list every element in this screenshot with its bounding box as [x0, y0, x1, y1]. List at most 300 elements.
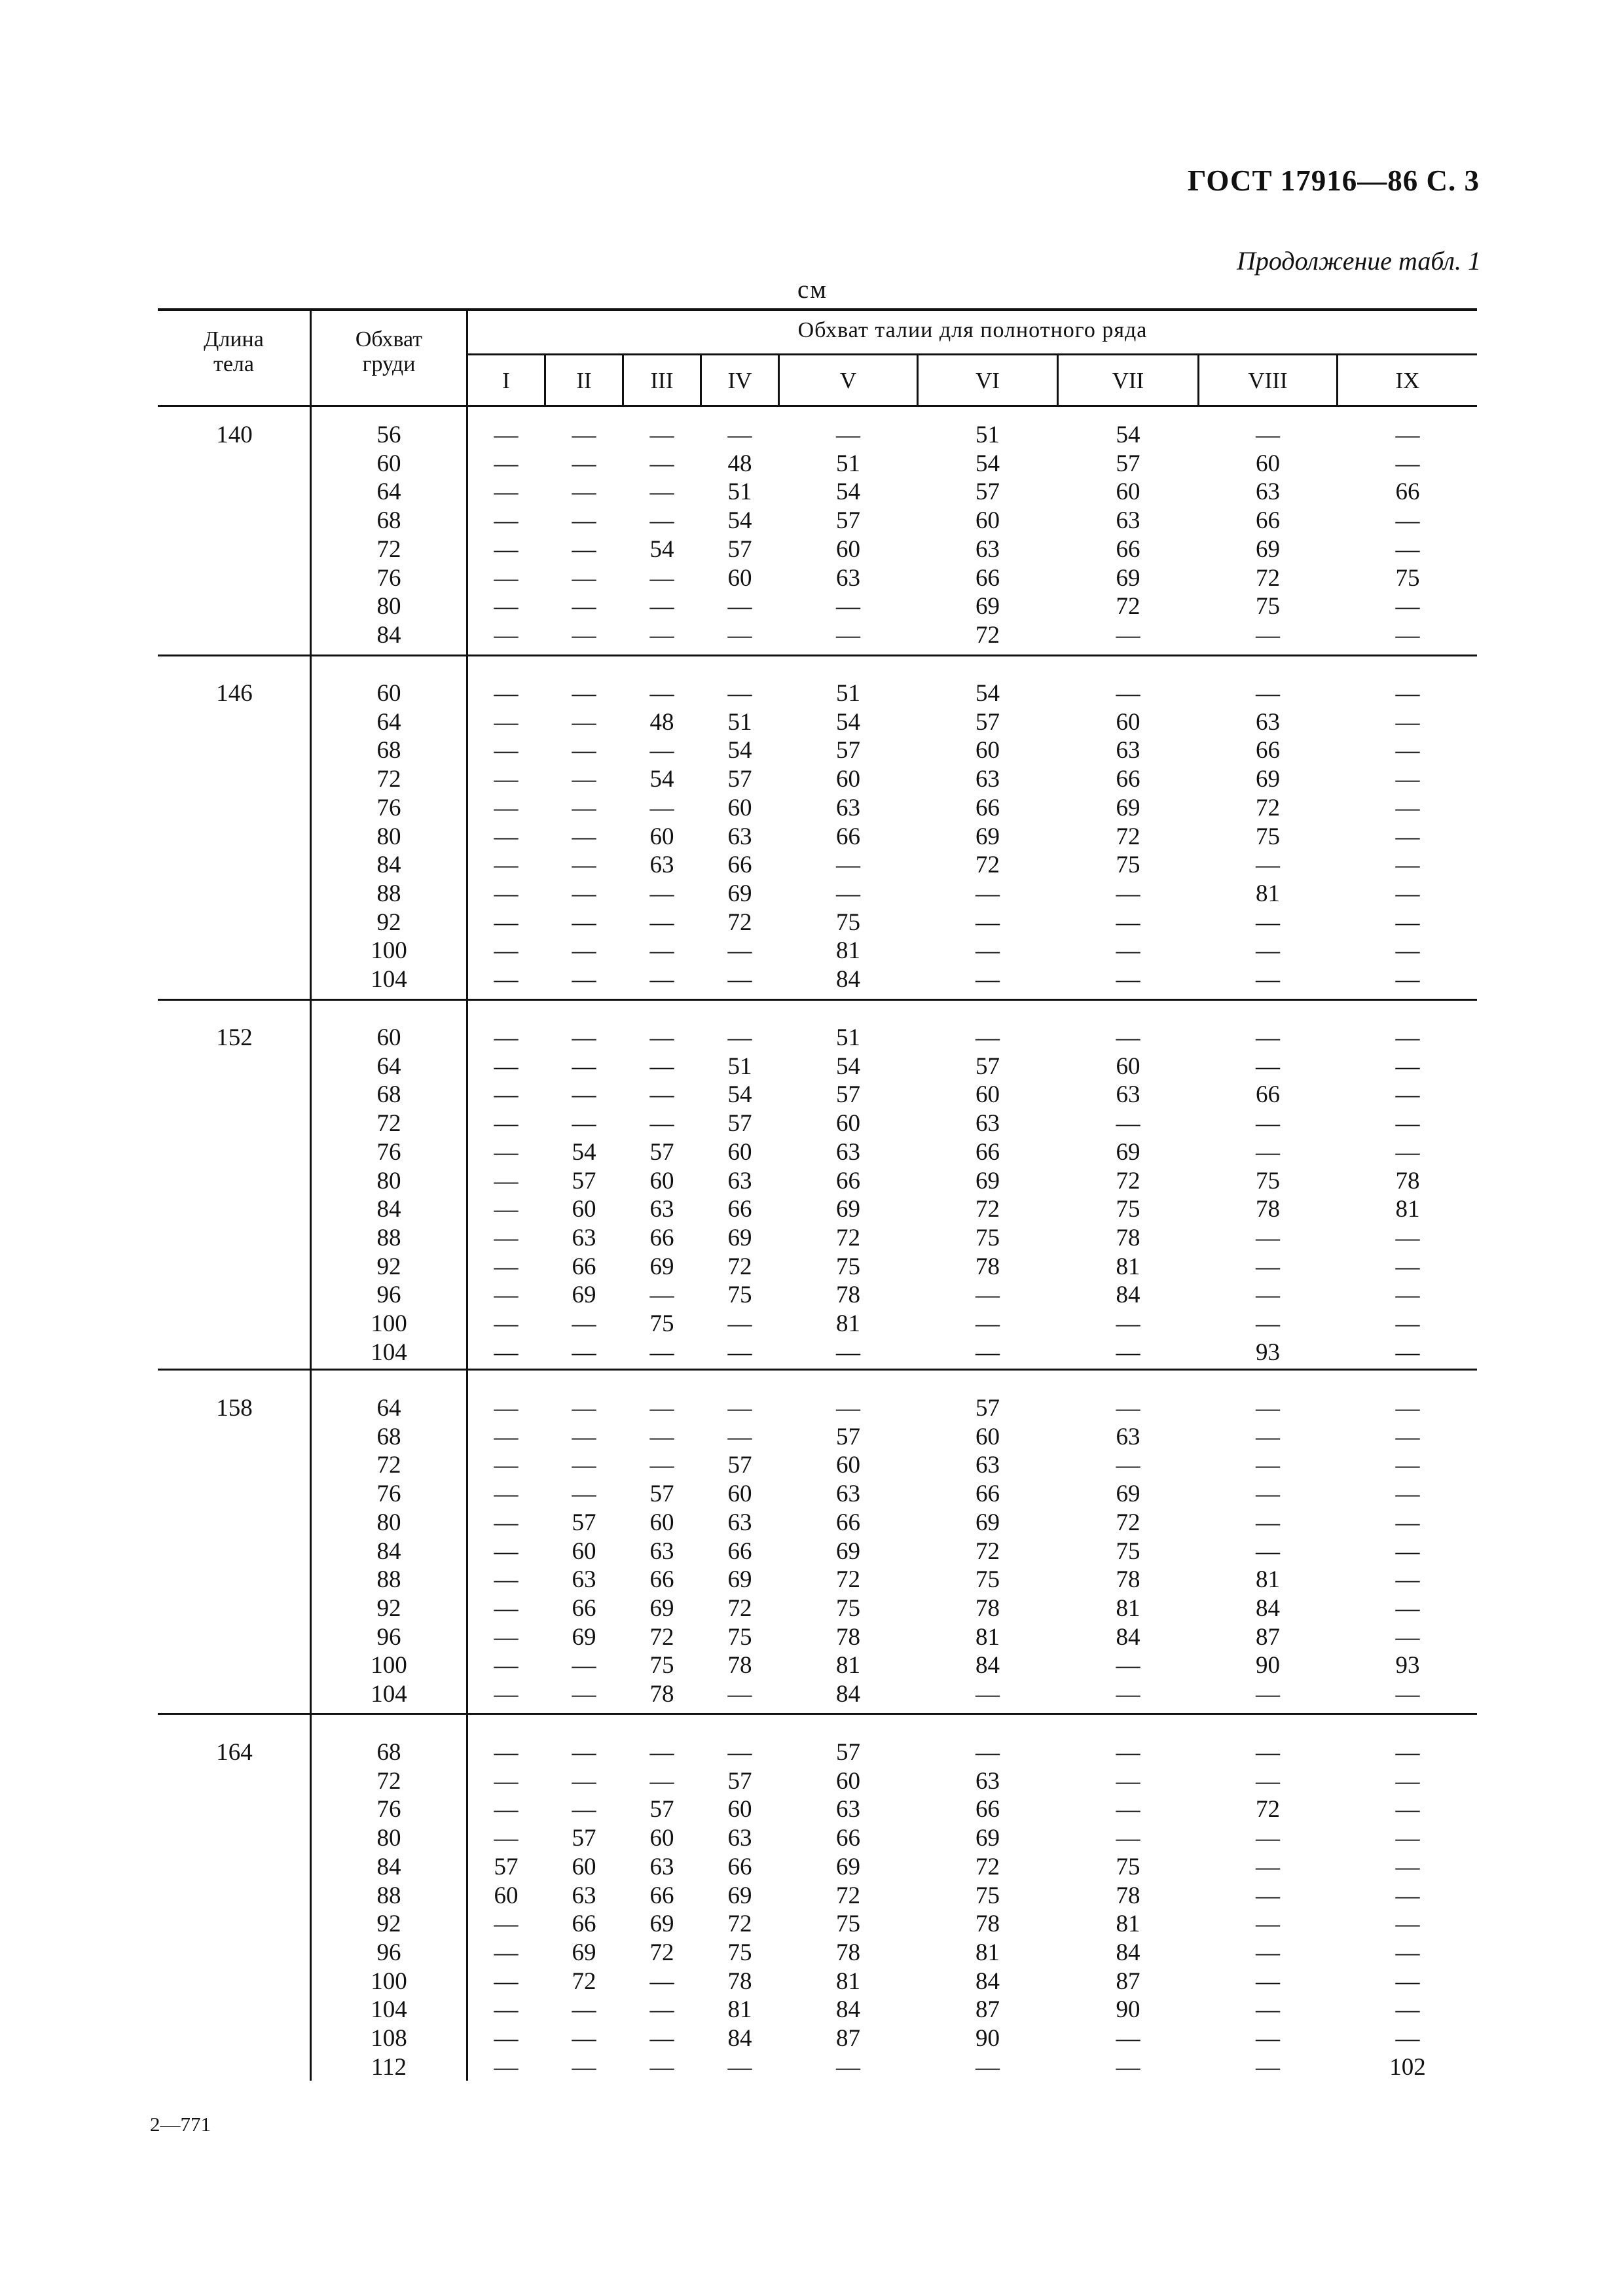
waist-cell: 75: [836, 1253, 860, 1280]
waist-cell: 90: [1116, 1996, 1140, 2024]
waist-cell: 63: [572, 1224, 596, 1251]
waist-cell: —: [649, 794, 674, 821]
chest-cell: 84: [376, 621, 401, 649]
waist-cell: 63: [836, 564, 860, 592]
waist-cell: —: [1256, 1138, 1280, 1166]
waist-cell: 69: [649, 1594, 674, 1622]
column-header-body-length: [158, 327, 310, 377]
waist-cell: —: [1395, 1939, 1420, 1966]
waist-cell: —: [1116, 1652, 1140, 1679]
waist-cell: 63: [836, 1480, 860, 1508]
waist-cell: —: [494, 937, 519, 965]
waist-cell: —: [572, 1767, 596, 1795]
waist-cell: 72: [976, 1196, 1000, 1223]
waist-cell: 63: [1116, 737, 1140, 764]
waist-cell: 75: [976, 1566, 1000, 1594]
waist-cell: —: [1395, 880, 1420, 907]
waist-cell: —: [494, 621, 519, 649]
waist-cell: —: [727, 621, 752, 649]
chest-cell: 108: [371, 2025, 407, 2052]
waist-cell: —: [1256, 1767, 1280, 1795]
waist-cell: —: [976, 880, 1000, 907]
chest-cell: 68: [376, 737, 401, 764]
waist-cell: —: [1395, 1282, 1420, 1309]
waist-cell: —: [1395, 1081, 1420, 1109]
waist-cell: 51: [727, 708, 752, 736]
waist-cell: —: [494, 1024, 519, 1051]
waist-cell: —: [572, 1452, 596, 1479]
waist-cell: —: [1256, 1253, 1280, 1280]
chest-cell: 76: [376, 1796, 401, 1823]
chest-cell: 112: [371, 2053, 407, 2081]
waist-cell: 60: [976, 737, 1000, 764]
waist-cell: —: [649, 450, 674, 477]
waist-cell: —: [1256, 2053, 1280, 2081]
column-header-VI: VI: [976, 368, 1000, 393]
column-header-VIII: VIII: [1248, 368, 1288, 393]
waist-cell: 63: [649, 1537, 674, 1565]
unit-label: см: [797, 276, 828, 304]
waist-cell: —: [1395, 908, 1420, 936]
waist-cell: 54: [572, 1138, 596, 1166]
waist-cell: —: [649, 1967, 674, 1995]
waist-cell: 60: [836, 535, 860, 563]
waist-cell: 63: [836, 1796, 860, 1823]
waist-cell: —: [494, 593, 519, 620]
waist-cell: 60: [649, 1825, 674, 1852]
waist-cell: —: [494, 1253, 519, 1280]
waist-cell: —: [572, 1480, 596, 1508]
waist-cell: —: [1395, 794, 1420, 821]
waist-cell: 84: [727, 2025, 752, 2052]
waist-cell: —: [494, 1081, 519, 1109]
waist-cell: —: [572, 908, 596, 936]
waist-cell: 60: [1256, 450, 1280, 477]
waist-cell: 81: [727, 1996, 752, 2024]
waist-cell: —: [1395, 1224, 1420, 1251]
waist-cell: —: [1256, 1853, 1280, 1880]
waist-cell: —: [1395, 1509, 1420, 1536]
waist-cell: 81: [836, 1967, 860, 1995]
waist-cell: 57: [976, 1395, 1000, 1422]
waist-cell: —: [1395, 1853, 1420, 1880]
waist-cell: —: [1395, 1310, 1420, 1337]
waist-cell: 66: [836, 1509, 860, 1536]
waist-cell: —: [572, 737, 596, 764]
waist-cell: 60: [727, 564, 752, 592]
waist-cell: 72: [727, 1253, 752, 1280]
waist-cell: —: [727, 937, 752, 965]
waist-cell: 78: [1256, 1196, 1280, 1223]
waist-cell: —: [1116, 1310, 1140, 1337]
chest-cell: 80: [376, 1825, 401, 1852]
waist-cell: 75: [836, 1910, 860, 1938]
waist-cell: 69: [727, 1224, 752, 1251]
waist-cell: 66: [1256, 737, 1280, 764]
waist-cell: —: [1256, 1739, 1280, 1766]
chest-cell: 80: [376, 823, 401, 850]
waist-cell: 63: [976, 766, 1000, 793]
waist-cell: 66: [649, 1566, 674, 1594]
waist-cell: —: [494, 507, 519, 535]
document-title: ГОСТ 17916—86 С. 3: [1187, 164, 1480, 197]
waist-cell: —: [649, 1767, 674, 1795]
waist-cell: 63: [649, 852, 674, 879]
waist-cell: 63: [976, 535, 1000, 563]
waist-cell: 57: [836, 507, 860, 535]
chest-cell: 76: [376, 1480, 401, 1508]
chest-cell: 104: [371, 1996, 407, 2024]
chest-cell: 72: [376, 535, 401, 563]
waist-cell: 60: [836, 1452, 860, 1479]
waist-cell: —: [1116, 1767, 1140, 1795]
waist-cell: —: [1395, 1825, 1420, 1852]
chest-cell: 84: [376, 1537, 401, 1565]
group-separator-rule: [158, 1369, 1477, 1371]
waist-cell: —: [836, 2053, 860, 2081]
waist-cell: 57: [572, 1167, 596, 1194]
waist-cell: 63: [1116, 1423, 1140, 1450]
waist-cell: 78: [836, 1939, 860, 1966]
waist-cell: 81: [976, 1939, 1000, 1966]
body-length-cell: 146: [216, 680, 253, 707]
waist-cell: 75: [836, 1594, 860, 1622]
waist-cell: 78: [1116, 1224, 1140, 1251]
waist-cell: —: [572, 1024, 596, 1051]
waist-cell: —: [727, 680, 752, 707]
chest-cell: 68: [376, 507, 401, 535]
waist-cell: —: [1256, 1282, 1280, 1309]
waist-cell: 63: [1116, 1081, 1140, 1109]
waist-cell: 81: [836, 937, 860, 965]
waist-cell: —: [572, 535, 596, 563]
column-header-IX: IX: [1395, 368, 1420, 393]
waist-cell: —: [494, 1052, 519, 1080]
waist-cell: 69: [1116, 1480, 1140, 1508]
chest-cell: 72: [376, 1110, 401, 1138]
waist-cell: —: [1116, 2053, 1140, 2081]
chest-cell: 80: [376, 593, 401, 620]
waist-cell: 72: [727, 1594, 752, 1622]
waist-cell: —: [649, 1739, 674, 1766]
waist-cell: —: [1256, 680, 1280, 707]
waist-cell: 75: [836, 908, 860, 936]
waist-cell: —: [572, 1110, 596, 1138]
waist-cell: —: [1256, 1110, 1280, 1138]
waist-cell: 72: [649, 1939, 674, 1966]
waist-cell: 54: [836, 708, 860, 736]
waist-cell: 84: [836, 1681, 860, 1708]
waist-cell: 75: [1116, 1537, 1140, 1565]
body-length-cell: 140: [216, 422, 253, 448]
waist-cell: —: [572, 823, 596, 850]
waist-cell: 72: [836, 1566, 860, 1594]
waist-cell: 63: [727, 1167, 752, 1194]
waist-cell: —: [1256, 1052, 1280, 1080]
waist-cell: 69: [836, 1853, 860, 1880]
waist-cell: 63: [1256, 708, 1280, 736]
waist-cell: 57: [976, 1052, 1000, 1080]
waist-cell: —: [1256, 422, 1280, 448]
waist-cell: 60: [976, 1081, 1000, 1109]
waist-cell: —: [494, 766, 519, 793]
waist-cell: —: [976, 2053, 1000, 2081]
waist-cell: 63: [727, 1509, 752, 1536]
waist-cell: 60: [572, 1853, 596, 1880]
waist-cell: —: [494, 422, 519, 448]
waist-cell: 84: [976, 1652, 1000, 1679]
waist-cell: 69: [976, 1509, 1000, 1536]
waist-cell: 54: [727, 1081, 752, 1109]
waist-cell: —: [494, 1681, 519, 1708]
waist-cell: —: [727, 1024, 752, 1051]
waist-cell: 90: [976, 2025, 1000, 2052]
waist-cell: 63: [836, 794, 860, 821]
waist-cell: —: [976, 1681, 1000, 1708]
waist-cell: —: [494, 1796, 519, 1823]
waist-cell: —: [494, 1282, 519, 1309]
waist-cell: —: [649, 966, 674, 993]
chest-cell: 92: [376, 1594, 401, 1622]
waist-cell: —: [727, 966, 752, 993]
waist-cell: —: [836, 880, 860, 907]
chest-cell: 72: [376, 1452, 401, 1479]
waist-cell: —: [494, 1910, 519, 1938]
waist-cell: 60: [727, 1480, 752, 1508]
waist-cell: —: [649, 1052, 674, 1080]
waist-cell: —: [494, 1423, 519, 1450]
waist-cell: 63: [1256, 478, 1280, 506]
waist-cell: —: [976, 1338, 1000, 1366]
body-length-cell: 164: [216, 1739, 253, 1766]
waist-cell: 69: [1256, 535, 1280, 563]
column-header-VII: VII: [1112, 368, 1144, 393]
waist-cell: —: [1395, 1910, 1420, 1938]
waist-cell: —: [494, 478, 519, 506]
waist-cell: —: [1256, 1996, 1280, 2024]
chest-cell: 72: [376, 1767, 401, 1795]
column-header-waist-group: Обхват талии для полнотного ряда: [797, 318, 1148, 342]
waist-cell: 57: [727, 1110, 752, 1138]
waist-cell: —: [649, 1395, 674, 1422]
waist-cell: 57: [836, 1423, 860, 1450]
waist-cell: —: [1395, 1138, 1420, 1166]
waist-cell: 66: [976, 794, 1000, 821]
waist-cell: —: [1116, 937, 1140, 965]
waist-cell: —: [494, 1939, 519, 1966]
waist-cell: —: [1395, 1566, 1420, 1594]
waist-cell: 60: [649, 823, 674, 850]
header-line: тела: [213, 352, 254, 376]
waist-cell: 72: [1116, 593, 1140, 620]
chest-cell: 88: [376, 1566, 401, 1594]
waist-cell: —: [1116, 1110, 1140, 1138]
waist-cell: —: [1116, 1338, 1140, 1366]
waist-cell: 75: [976, 1224, 1000, 1251]
waist-cell: —: [1395, 507, 1420, 535]
waist-cell: —: [649, 507, 674, 535]
waist-cell: 69: [572, 1939, 596, 1966]
waist-cell: —: [649, 478, 674, 506]
waist-cell: 51: [727, 1052, 752, 1080]
waist-cell: —: [572, 621, 596, 649]
column-header-I: I: [502, 368, 510, 393]
waist-cell: 69: [727, 880, 752, 907]
waist-cell: —: [727, 2053, 752, 2081]
waist-cell: 66: [727, 1196, 752, 1223]
waist-cell: 72: [1116, 1509, 1140, 1536]
waist-cell: 69: [727, 1882, 752, 1909]
waist-cell: —: [1395, 593, 1420, 620]
waist-cell: 72: [1256, 794, 1280, 821]
waist-cell: —: [649, 621, 674, 649]
waist-cell: 81: [976, 1623, 1000, 1651]
waist-cell: —: [494, 680, 519, 707]
waist-cell: —: [836, 621, 860, 649]
waist-cell: —: [494, 1224, 519, 1251]
waist-cell: 84: [1116, 1939, 1140, 1966]
waist-cell: —: [1256, 1509, 1280, 1536]
waist-cell: 90: [1256, 1652, 1280, 1679]
waist-cell: 102: [1389, 2053, 1426, 2081]
waist-cell: 60: [649, 1167, 674, 1194]
waist-cell: 78: [649, 1681, 674, 1708]
waist-cell: 51: [727, 478, 752, 506]
chest-cell: 68: [376, 1423, 401, 1450]
waist-cell: 63: [572, 1566, 596, 1594]
waist-cell: —: [1116, 1825, 1140, 1852]
waist-cell: —: [572, 1338, 596, 1366]
waist-cell: 54: [836, 1052, 860, 1080]
waist-cell: —: [1256, 1939, 1280, 1966]
waist-cell: 57: [727, 766, 752, 793]
waist-cell: —: [1395, 1423, 1420, 1450]
waist-cell: 72: [1256, 1796, 1280, 1823]
waist-cell: 57: [727, 1767, 752, 1795]
chest-cell: 96: [376, 1939, 401, 1966]
waist-cell: 75: [976, 1882, 1000, 1909]
waist-cell: —: [1116, 1796, 1140, 1823]
waist-cell: —: [1256, 1825, 1280, 1852]
waist-cell: —: [572, 680, 596, 707]
waist-cell: —: [494, 1452, 519, 1479]
waist-cell: —: [649, 564, 674, 592]
group-separator-rule: [158, 1713, 1477, 1715]
waist-cell: 63: [572, 1882, 596, 1909]
waist-cell: 54: [649, 766, 674, 793]
waist-cell: —: [1395, 1967, 1420, 1995]
waist-cell: 78: [976, 1594, 1000, 1622]
waist-cell: 75: [1116, 852, 1140, 879]
waist-cell: —: [1395, 450, 1420, 477]
waist-cell: 60: [836, 1767, 860, 1795]
waist-cell: 72: [572, 1967, 596, 1995]
waist-cell: —: [1256, 1452, 1280, 1479]
waist-cell: —: [1256, 1967, 1280, 1995]
waist-cell: 72: [976, 621, 1000, 649]
header-line: Длина: [204, 327, 264, 351]
waist-cell: 84: [1256, 1594, 1280, 1622]
waist-cell: —: [727, 1681, 752, 1708]
chest-cell: 104: [371, 966, 407, 993]
waist-cell: 66: [572, 1910, 596, 1938]
waist-cell: —: [572, 2025, 596, 2052]
waist-cell: 60: [494, 1882, 519, 1909]
waist-cell: —: [1256, 1224, 1280, 1251]
waist-cell: 81: [1256, 880, 1280, 907]
waist-cell: 81: [1116, 1910, 1140, 1938]
chest-cell: 88: [376, 1882, 401, 1909]
waist-cell: —: [1395, 680, 1420, 707]
waist-cell: 72: [1116, 823, 1140, 850]
waist-cell: 78: [836, 1623, 860, 1651]
waist-cell: —: [649, 880, 674, 907]
waist-cell: —: [727, 1739, 752, 1766]
body-length-cell: 152: [216, 1024, 253, 1051]
body-length-cell: 158: [216, 1395, 253, 1422]
waist-cell: 66: [649, 1882, 674, 1909]
waist-cell: 78: [1116, 1882, 1140, 1909]
chest-cell: 100: [371, 937, 407, 965]
waist-cell: 81: [1116, 1253, 1140, 1280]
waist-cell: 60: [727, 794, 752, 821]
waist-cell: 69: [649, 1910, 674, 1938]
waist-cell: 54: [649, 535, 674, 563]
chest-cell: 68: [376, 1739, 401, 1766]
waist-cell: —: [494, 1480, 519, 1508]
waist-cell: —: [1256, 2025, 1280, 2052]
waist-cell: 66: [572, 1253, 596, 1280]
waist-cell: 60: [836, 1110, 860, 1138]
waist-cell: —: [976, 937, 1000, 965]
waist-cell: —: [572, 1796, 596, 1823]
chest-cell: 92: [376, 1910, 401, 1938]
waist-cell: 57: [494, 1853, 519, 1880]
waist-cell: —: [649, 1024, 674, 1051]
waist-cell: 63: [1116, 507, 1140, 535]
waist-cell: —: [572, 593, 596, 620]
waist-cell: 78: [976, 1253, 1000, 1280]
chest-cell: 100: [371, 1652, 407, 1679]
waist-cell: —: [494, 1967, 519, 1995]
waist-cell: —: [1395, 966, 1420, 993]
waist-cell: —: [649, 737, 674, 764]
column-header-IV: IV: [727, 368, 752, 393]
waist-cell: —: [1395, 1882, 1420, 1909]
waist-cell: 78: [976, 1910, 1000, 1938]
waist-cell: —: [1395, 1338, 1420, 1366]
waist-cell: —: [1395, 1110, 1420, 1138]
waist-cell: —: [1395, 1537, 1420, 1565]
waist-cell: 63: [976, 1767, 1000, 1795]
waist-cell: 54: [727, 507, 752, 535]
column-header-chest: [312, 327, 466, 377]
waist-cell: 87: [1256, 1623, 1280, 1651]
waist-cell: 69: [1116, 794, 1140, 821]
waist-cell: 69: [572, 1282, 596, 1309]
waist-cell: 57: [1116, 450, 1140, 477]
waist-cell: —: [494, 966, 519, 993]
chest-cell: 80: [376, 1167, 401, 1194]
waist-cell: —: [494, 1825, 519, 1852]
waist-cell: 57: [976, 478, 1000, 506]
waist-cell: 75: [727, 1623, 752, 1651]
waist-cell: —: [494, 1167, 519, 1194]
chest-cell: 84: [376, 1196, 401, 1223]
waist-cell: 66: [1395, 478, 1420, 506]
waist-cell: —: [1116, 908, 1140, 936]
waist-cell: —: [494, 1996, 519, 2024]
